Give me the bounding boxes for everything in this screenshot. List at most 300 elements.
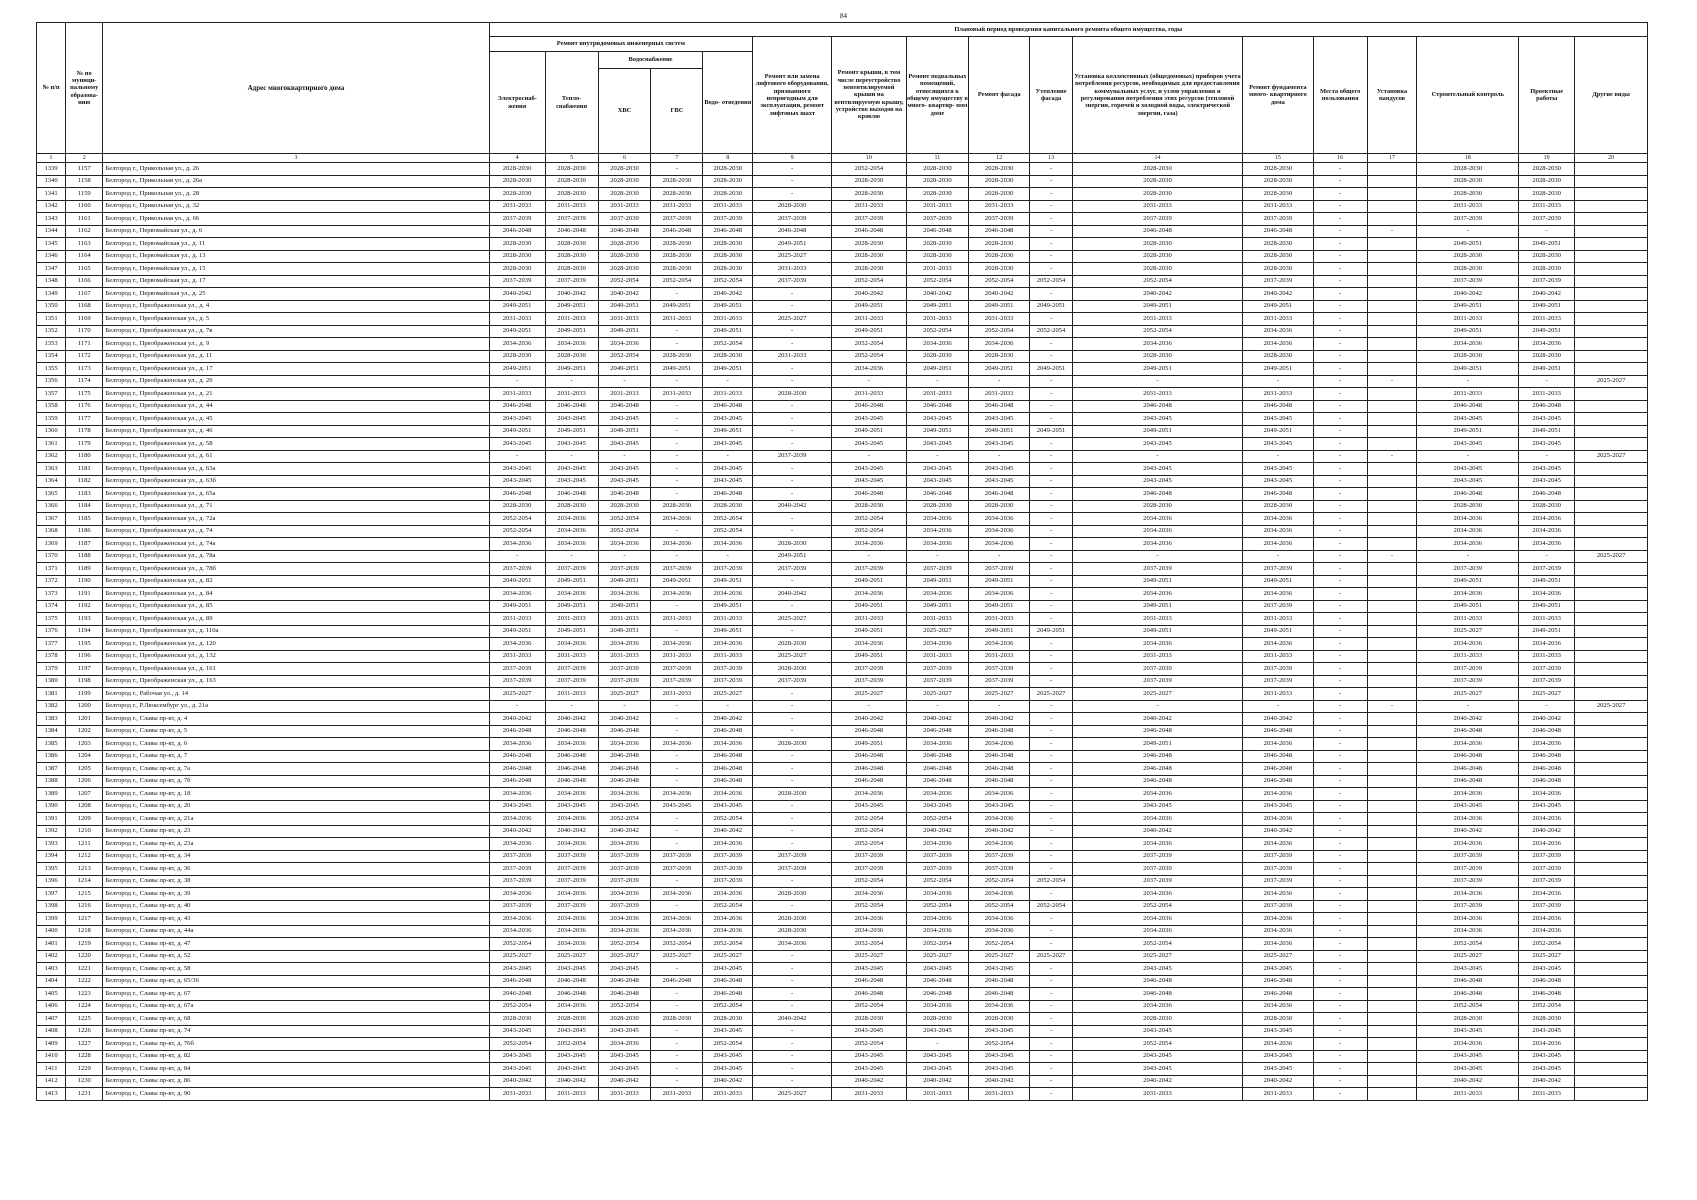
period-cell — [1367, 713, 1417, 726]
period-cell: 2028-2030 — [651, 175, 703, 188]
period-cell: - — [1313, 975, 1367, 988]
period-cell — [1367, 463, 1417, 476]
period-cell: 2037-2039 — [1072, 675, 1242, 688]
period-cell — [1575, 1025, 1648, 1038]
period-cell: 2052-2054 — [969, 900, 1030, 913]
period-cell: 2049-2051 — [1243, 625, 1314, 638]
column-number: 11 — [906, 154, 968, 163]
period-cell: - — [1030, 863, 1073, 876]
period-cell: 2052-2054 — [1072, 900, 1242, 913]
period-cell: 2031-2033 — [703, 613, 753, 626]
period-cell: - — [1313, 950, 1367, 963]
period-cell: - — [651, 1075, 703, 1088]
municipal-number-cell: 1189 — [66, 563, 103, 576]
col-facade-header: Ремонт фасада — [969, 37, 1030, 154]
period-cell: 2034-2036 — [1072, 538, 1242, 551]
period-cell: 2034-2036 — [545, 913, 598, 926]
period-cell: 2025-2027 — [1519, 950, 1575, 963]
period-cell: - — [651, 1025, 703, 1038]
period-cell: 2037-2039 — [753, 563, 832, 576]
period-cell: 2031-2033 — [1417, 200, 1519, 213]
period-cell: 2034-2036 — [703, 788, 753, 801]
municipal-number-cell: 1203 — [66, 738, 103, 751]
period-cell: 2034-2036 — [703, 888, 753, 901]
table-row — [37, 800, 1648, 813]
period-cell: 2043-2045 — [969, 475, 1030, 488]
period-cell: 2034-2036 — [651, 925, 703, 938]
period-cell: 2046-2048 — [906, 750, 968, 763]
period-cell — [1367, 825, 1417, 838]
period-cell: 2037-2039 — [545, 863, 598, 876]
table-row — [37, 738, 1648, 751]
municipal-number-cell: 1192 — [66, 600, 103, 613]
period-cell — [1575, 650, 1648, 663]
period-cell: 2037-2039 — [545, 563, 598, 576]
period-cell: - — [1030, 475, 1073, 488]
period-cell: 2052-2054 — [1072, 1038, 1242, 1051]
period-cell: - — [598, 700, 651, 713]
period-cell: 2031-2033 — [1243, 388, 1314, 401]
row-number-cell: 1342 — [37, 200, 66, 213]
period-cell — [1575, 750, 1648, 763]
period-cell: 2031-2033 — [832, 313, 907, 326]
column-number: 18 — [1417, 154, 1519, 163]
period-cell: 2037-2039 — [906, 563, 968, 576]
period-cell: 2052-2054 — [545, 1038, 598, 1051]
period-cell — [1367, 388, 1417, 401]
period-cell: - — [1313, 788, 1367, 801]
period-cell: 2049-2051 — [1519, 300, 1575, 313]
period-cell: 2028-2030 — [489, 238, 545, 251]
period-cell: 2037-2039 — [703, 563, 753, 576]
period-cell: - — [753, 425, 832, 438]
period-cell — [1367, 800, 1417, 813]
address-cell: Белгород г., Преображенская ул., д. 46 — [103, 425, 489, 438]
row-number-cell: 1355 — [37, 363, 66, 376]
period-cell: 2034-2036 — [1243, 538, 1314, 551]
period-cell: - — [1519, 225, 1575, 238]
period-cell: - — [1030, 800, 1073, 813]
period-cell: - — [651, 838, 703, 851]
period-cell: 2028-2030 — [651, 1013, 703, 1026]
period-cell: - — [1313, 925, 1367, 938]
period-cell: 2031-2033 — [969, 1088, 1030, 1101]
period-cell: 2040-2042 — [1243, 1075, 1314, 1088]
period-cell: 2031-2033 — [969, 650, 1030, 663]
period-cell — [1367, 725, 1417, 738]
col-ramps-header: Установка пандусов — [1367, 37, 1417, 154]
period-cell: 2046-2048 — [1519, 975, 1575, 988]
row-number-cell: 1412 — [37, 1075, 66, 1088]
period-cell: 2025-2027 — [753, 613, 832, 626]
address-cell: Белгород г., Преображенская ул., д. 44 — [103, 400, 489, 413]
period-cell: 2028-2030 — [906, 500, 968, 513]
period-cell: 2034-2036 — [1243, 325, 1314, 338]
period-cell: 2031-2033 — [489, 650, 545, 663]
period-cell: - — [1030, 225, 1073, 238]
period-cell: 2046-2048 — [489, 400, 545, 413]
period-cell: 2034-2036 — [1072, 513, 1242, 526]
period-cell: 2043-2045 — [1072, 438, 1242, 451]
period-cell: - — [1030, 1000, 1073, 1013]
period-cell: 2046-2048 — [906, 988, 968, 1001]
period-cell: 2040-2042 — [906, 825, 968, 838]
period-cell: 2046-2048 — [832, 763, 907, 776]
period-cell: 2037-2039 — [489, 863, 545, 876]
column-number: 9 — [753, 154, 832, 163]
period-cell: 2037-2039 — [703, 213, 753, 226]
period-cell: 2052-2054 — [832, 1000, 907, 1013]
period-cell: 2049-2051 — [753, 550, 832, 563]
period-cell: 2028-2030 — [703, 163, 753, 176]
period-cell: 2028-2030 — [545, 1013, 598, 1026]
period-cell: 2028-2030 — [1519, 263, 1575, 276]
period-cell — [1367, 175, 1417, 188]
period-cell: - — [1313, 225, 1367, 238]
col-hot-water-header: ГВС — [651, 69, 703, 154]
row-number-cell: 1410 — [37, 1050, 66, 1063]
period-cell: 2043-2045 — [545, 963, 598, 976]
period-cell: 2034-2036 — [1519, 788, 1575, 801]
period-cell: 2052-2054 — [598, 525, 651, 538]
period-cell: 2034-2036 — [906, 838, 968, 851]
address-cell: Белгород г., Прикольная ул., д. 28 — [103, 188, 489, 201]
period-cell: 2049-2051 — [545, 300, 598, 313]
period-cell: 2046-2048 — [703, 400, 753, 413]
row-number-cell: 1346 — [37, 250, 66, 263]
period-cell: 2052-2054 — [651, 938, 703, 951]
period-cell: - — [1030, 450, 1073, 463]
table-row — [37, 313, 1648, 326]
period-cell: 2049-2051 — [703, 600, 753, 613]
period-cell: 2031-2033 — [1072, 200, 1242, 213]
row-number-cell: 1386 — [37, 750, 66, 763]
period-cell: 2046-2048 — [651, 225, 703, 238]
period-cell: 2034-2036 — [1072, 525, 1242, 538]
period-cell: 2046-2048 — [598, 775, 651, 788]
period-cell: 2040-2042 — [598, 825, 651, 838]
period-cell: - — [1313, 1050, 1367, 1063]
row-number-cell: 1381 — [37, 688, 66, 701]
period-cell: 2037-2039 — [598, 863, 651, 876]
period-cell: 2043-2045 — [1417, 413, 1519, 426]
period-cell: - — [753, 963, 832, 976]
period-cell: 2043-2045 — [545, 1025, 598, 1038]
period-cell: 2034-2036 — [703, 538, 753, 551]
row-number-cell: 1374 — [37, 600, 66, 613]
period-cell: - — [651, 625, 703, 638]
period-cell: 2028-2030 — [598, 250, 651, 263]
period-cell: 2031-2033 — [703, 650, 753, 663]
period-cell: 2052-2054 — [1417, 938, 1519, 951]
municipal-number-cell: 1172 — [66, 350, 103, 363]
column-number: 1 — [37, 154, 66, 163]
period-cell: - — [753, 813, 832, 826]
period-cell: 2049-2051 — [703, 575, 753, 588]
period-cell — [1367, 750, 1417, 763]
period-cell: - — [1072, 700, 1242, 713]
period-cell: 2037-2039 — [969, 563, 1030, 576]
period-cell — [1367, 925, 1417, 938]
period-cell: 2049-2051 — [1243, 425, 1314, 438]
period-cell: 2034-2036 — [489, 738, 545, 751]
period-cell — [1367, 650, 1417, 663]
period-cell: 2028-2030 — [753, 538, 832, 551]
period-cell: 2043-2045 — [832, 1050, 907, 1063]
address-cell: Белгород г., Преображенская ул., д. 110а — [103, 625, 489, 638]
period-cell: - — [651, 413, 703, 426]
period-cell: 2046-2048 — [832, 725, 907, 738]
period-cell: 2028-2030 — [703, 500, 753, 513]
municipal-number-cell: 1228 — [66, 1050, 103, 1063]
table-row — [37, 938, 1648, 951]
period-cell: - — [651, 900, 703, 913]
period-cell — [1367, 888, 1417, 901]
period-cell: 2043-2045 — [651, 800, 703, 813]
period-cell: 2034-2036 — [1417, 738, 1519, 751]
period-cell — [1367, 900, 1417, 913]
period-cell: 2043-2045 — [1072, 463, 1242, 476]
period-cell: 2043-2045 — [1519, 413, 1575, 426]
period-cell: - — [1030, 675, 1073, 688]
period-cell: - — [906, 1038, 968, 1051]
period-cell: 2043-2045 — [906, 963, 968, 976]
table-row — [37, 438, 1648, 451]
period-cell: 2034-2036 — [598, 913, 651, 926]
period-cell: 2052-2054 — [1519, 1000, 1575, 1013]
period-cell: - — [1030, 938, 1073, 951]
period-cell: 2028-2030 — [906, 250, 968, 263]
period-cell — [1575, 1075, 1648, 1088]
period-cell: 2031-2033 — [598, 1088, 651, 1101]
col-insulation-header: Утепление фасада — [1030, 37, 1073, 154]
period-cell: 2046-2048 — [1243, 975, 1314, 988]
period-cell: 2046-2048 — [969, 775, 1030, 788]
period-cell: 2025-2027 — [753, 250, 832, 263]
period-cell: 2052-2054 — [969, 875, 1030, 888]
table-row — [37, 350, 1648, 363]
municipal-number-cell: 1166 — [66, 275, 103, 288]
period-cell: 2031-2033 — [906, 388, 968, 401]
address-cell: Белгород г., Славы пр-кт, д. 38 — [103, 875, 489, 888]
municipal-number-cell: 1212 — [66, 850, 103, 863]
period-cell: 2034-2036 — [832, 913, 907, 926]
period-cell: 2031-2033 — [1519, 313, 1575, 326]
period-cell: 2049-2051 — [598, 425, 651, 438]
period-cell: 2049-2051 — [598, 625, 651, 638]
table-row — [37, 838, 1648, 851]
period-cell: - — [1030, 1088, 1073, 1101]
table-row — [37, 1050, 1648, 1063]
period-cell: - — [651, 750, 703, 763]
period-cell: 2043-2045 — [1417, 963, 1519, 976]
period-cell: 2031-2033 — [703, 1088, 753, 1101]
period-cell: 2046-2048 — [1072, 225, 1242, 238]
period-cell: 2046-2048 — [545, 750, 598, 763]
period-cell: - — [1030, 1013, 1073, 1026]
period-cell: 2046-2048 — [1072, 400, 1242, 413]
period-cell: - — [753, 775, 832, 788]
period-cell: 2037-2039 — [1243, 850, 1314, 863]
period-cell: 2028-2030 — [489, 163, 545, 176]
table-row — [37, 850, 1648, 863]
municipal-number-cell: 1221 — [66, 963, 103, 976]
period-cell — [1367, 738, 1417, 751]
period-cell: 2034-2036 — [489, 838, 545, 851]
period-cell: 2025-2027 — [753, 650, 832, 663]
municipal-number-cell: 1185 — [66, 513, 103, 526]
period-cell: 2043-2045 — [598, 438, 651, 451]
period-cell: - — [1313, 1013, 1367, 1026]
address-cell: Белгород г., Славы пр-кт, д. 7а — [103, 763, 489, 776]
period-cell: 2028-2030 — [1072, 188, 1242, 201]
period-cell: 2028-2030 — [598, 238, 651, 251]
municipal-number-cell: 1201 — [66, 713, 103, 726]
period-cell: - — [598, 450, 651, 463]
period-cell: 2040-2042 — [489, 1075, 545, 1088]
period-cell: 2040-2042 — [906, 713, 968, 726]
period-cell: 2040-2042 — [832, 713, 907, 726]
period-cell — [1575, 800, 1648, 813]
period-cell: 2034-2036 — [969, 925, 1030, 938]
period-cell: 2034-2036 — [651, 538, 703, 551]
period-cell: 2037-2039 — [598, 663, 651, 676]
period-cell: 2049-2051 — [1072, 575, 1242, 588]
period-cell: - — [1313, 900, 1367, 913]
period-cell: 2052-2054 — [832, 900, 907, 913]
period-cell: - — [651, 875, 703, 888]
period-cell — [1575, 938, 1648, 951]
period-cell: 2052-2054 — [906, 813, 968, 826]
period-cell: 2043-2045 — [1519, 438, 1575, 451]
period-cell: 2037-2039 — [651, 563, 703, 576]
period-cell: 2052-2054 — [832, 825, 907, 838]
period-cell: 2034-2036 — [906, 538, 968, 551]
water-group-header: Водоснабжение — [598, 52, 703, 69]
period-cell: - — [1313, 275, 1367, 288]
period-cell: 2037-2039 — [753, 275, 832, 288]
period-cell: 2025-2027 — [598, 688, 651, 701]
row-number-cell: 1383 — [37, 713, 66, 726]
period-cell: 2025-2027 — [1417, 688, 1519, 701]
period-cell: 2037-2039 — [1072, 850, 1242, 863]
period-cell: - — [651, 450, 703, 463]
period-cell: 2034-2036 — [1417, 925, 1519, 938]
period-cell: 2052-2054 — [703, 900, 753, 913]
period-cell: 2046-2048 — [1243, 488, 1314, 501]
period-cell: 2052-2054 — [598, 513, 651, 526]
period-cell: 2037-2039 — [1243, 863, 1314, 876]
period-cell: 2043-2045 — [489, 438, 545, 451]
period-cell: 2040-2042 — [969, 1075, 1030, 1088]
period-cell: 2025-2027 — [832, 688, 907, 701]
period-cell: 2040-2042 — [703, 288, 753, 301]
address-cell: Белгород г., Славы пр-кт, д. 52 — [103, 950, 489, 963]
period-cell: 2040-2042 — [969, 825, 1030, 838]
period-cell: - — [1030, 438, 1073, 451]
period-cell — [1575, 638, 1648, 651]
period-cell: 2043-2045 — [1072, 475, 1242, 488]
period-cell — [1575, 863, 1648, 876]
period-cell: - — [1030, 838, 1073, 851]
period-cell: 2049-2051 — [489, 575, 545, 588]
period-cell — [1367, 1013, 1417, 1026]
period-cell: 2025-2027 — [969, 688, 1030, 701]
period-cell: 2034-2036 — [489, 888, 545, 901]
period-cell: 2049-2051 — [1072, 625, 1242, 638]
period-cell: - — [1313, 675, 1367, 688]
period-cell: 2028-2030 — [598, 163, 651, 176]
period-cell: 2037-2039 — [545, 875, 598, 888]
table-row — [37, 1088, 1648, 1101]
period-cell: 2046-2048 — [1519, 725, 1575, 738]
period-cell: 2052-2054 — [1030, 275, 1073, 288]
period-cell: 2040-2042 — [1072, 288, 1242, 301]
address-cell: Белгород г., Славы пр-кт, д. 43 — [103, 913, 489, 926]
period-cell: - — [651, 713, 703, 726]
period-cell: - — [1313, 875, 1367, 888]
period-cell: 2046-2048 — [1072, 725, 1242, 738]
period-cell: 2034-2036 — [969, 738, 1030, 751]
period-cell: - — [1367, 550, 1417, 563]
period-cell — [1367, 188, 1417, 201]
period-cell: - — [753, 1063, 832, 1076]
period-cell: 2031-2033 — [489, 1088, 545, 1101]
row-number-cell: 1352 — [37, 325, 66, 338]
row-number-cell: 1376 — [37, 625, 66, 638]
period-cell: - — [1030, 563, 1073, 576]
period-cell — [1367, 1000, 1417, 1013]
period-cell — [1367, 863, 1417, 876]
period-cell: 2031-2033 — [651, 688, 703, 701]
period-cell — [1367, 950, 1417, 963]
period-cell: - — [753, 363, 832, 376]
period-cell: 2049-2051 — [489, 325, 545, 338]
period-cell: 2037-2039 — [651, 675, 703, 688]
period-cell: - — [1030, 1025, 1073, 1038]
period-cell: - — [1313, 988, 1367, 1001]
period-cell: 2052-2054 — [1417, 1000, 1519, 1013]
period-cell — [1367, 413, 1417, 426]
period-cell: 2034-2036 — [1072, 338, 1242, 351]
row-number-cell: 1399 — [37, 913, 66, 926]
period-cell: 2046-2048 — [598, 988, 651, 1001]
period-cell: - — [1313, 375, 1367, 388]
table-row — [37, 175, 1648, 188]
period-cell: 2046-2048 — [832, 975, 907, 988]
table-row — [37, 263, 1648, 276]
row-number-cell: 1388 — [37, 775, 66, 788]
period-cell: 2028-2030 — [703, 263, 753, 276]
period-cell: 2043-2045 — [489, 413, 545, 426]
period-cell: - — [703, 375, 753, 388]
period-cell: 2046-2048 — [1072, 975, 1242, 988]
period-cell: - — [545, 375, 598, 388]
period-cell — [1575, 238, 1648, 251]
period-cell: 2031-2033 — [545, 688, 598, 701]
period-cell: - — [545, 700, 598, 713]
period-cell: 2049-2051 — [651, 363, 703, 376]
period-cell: 2049-2051 — [1243, 575, 1314, 588]
period-cell: 2034-2036 — [1072, 925, 1242, 938]
period-cell: 2046-2048 — [906, 225, 968, 238]
period-cell: - — [598, 375, 651, 388]
period-cell: - — [753, 688, 832, 701]
column-number: 3 — [103, 154, 489, 163]
period-cell — [1575, 888, 1648, 901]
table-row — [37, 913, 1648, 926]
period-cell: 2031-2033 — [651, 200, 703, 213]
